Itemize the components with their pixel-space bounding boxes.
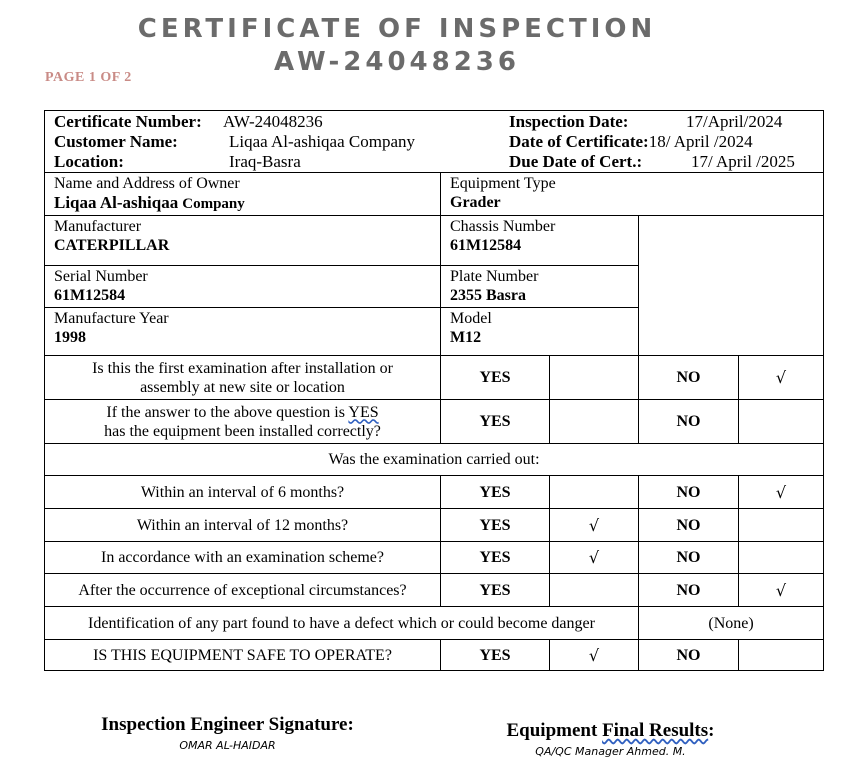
year-label: Manufacture Year — [54, 310, 169, 327]
inspection-table — [44, 110, 824, 671]
manufacturer-row — [45, 216, 824, 266]
defect-question: Identification of any part found to have a defect which or could become danger — [45, 607, 639, 640]
question-installed-line2: has the equipment been installed correctly? — [104, 422, 381, 440]
owner-label: Name and Address of Owner — [54, 175, 240, 192]
certificate-date-label: Date of Certificate: — [509, 131, 649, 151]
manufacturer-cell — [45, 216, 441, 266]
defect-value: (None) — [639, 607, 824, 640]
question-installed — [45, 400, 441, 444]
year-cell — [45, 308, 441, 356]
no-label: NO — [639, 476, 739, 509]
question-12-months: Within an interval of 12 months? — [45, 509, 441, 542]
engineer-signature-title: Inspection Engineer Signature: — [101, 714, 354, 735]
exam-section-row — [45, 444, 824, 476]
no-checkbox[interactable]: √ — [739, 574, 824, 607]
yes-label: YES — [441, 476, 550, 509]
header-row — [45, 111, 824, 173]
certificate-title: CERTIFICATE OF INSPECTION — [137, 14, 657, 44]
equipment-type-cell — [441, 173, 824, 216]
no-checkbox[interactable]: √ — [739, 356, 824, 400]
model-label: Model — [450, 310, 492, 327]
due-date-value: 17/ April /2025 — [691, 151, 795, 171]
no-label: NO — [639, 509, 739, 542]
location-label: Location: — [54, 151, 124, 171]
question-first-exam — [45, 356, 441, 400]
no-checkbox[interactable] — [739, 400, 824, 444]
owner-suffix: Company — [182, 196, 245, 212]
customer-value: Liqaa Al-ashiqaa Company — [229, 131, 416, 151]
yes-label: YES — [441, 356, 550, 400]
equipment-type-value: Grader — [450, 194, 501, 211]
question-installed-yes-word: YES — [348, 403, 379, 421]
owner-row — [45, 173, 824, 216]
page-number: PAGE 1 OF 2 — [45, 70, 132, 85]
plate-value: 2355 Basra — [450, 287, 526, 304]
equipment-type-label: Equipment Type — [450, 175, 556, 192]
inspection-date-label: Inspection Date: — [509, 111, 629, 131]
cert-number-label: Certificate Number: — [54, 111, 202, 131]
plate-cell — [441, 266, 639, 308]
model-value: M12 — [450, 329, 482, 346]
yes-checkbox[interactable] — [550, 356, 639, 400]
question-exceptional: After the occurrence of exceptional circumstances? — [45, 574, 441, 607]
yes-label: YES — [441, 509, 550, 542]
serial-value: 61M12584 — [54, 287, 126, 304]
question-row-12-months — [45, 509, 824, 542]
question-row-installed — [45, 400, 824, 444]
question-installed-line1: If the answer to the above question is — [106, 403, 345, 421]
manufacturer-value: CATERPILLAR — [54, 237, 170, 254]
certificate-id-title: AW-24048236 — [274, 47, 520, 77]
no-label: NO — [639, 400, 739, 444]
no-checkbox[interactable] — [739, 640, 824, 671]
model-cell — [441, 308, 639, 356]
no-checkbox[interactable] — [739, 509, 824, 542]
no-label: NO — [639, 542, 739, 574]
question-first-exam-line2: assembly at new site or location — [140, 378, 345, 396]
engineer-signature-block — [80, 714, 375, 752]
question-first-exam-line1: Is this the first examination after installation or — [92, 359, 393, 377]
chassis-label: Chassis Number — [450, 218, 556, 235]
chassis-cell — [441, 216, 639, 266]
manufacturer-label: Manufacturer — [54, 218, 142, 235]
owner-cell — [45, 173, 441, 216]
yes-checkbox[interactable]: √ — [550, 509, 639, 542]
plate-label: Plate Number — [450, 268, 539, 285]
safe-row — [45, 640, 824, 671]
certificate-date-value: 18/ April /2024 — [648, 131, 753, 151]
yes-checkbox[interactable]: √ — [550, 640, 639, 671]
final-results-title-prefix: Equipment — [506, 720, 598, 741]
yes-checkbox[interactable] — [550, 400, 639, 444]
yes-checkbox[interactable] — [550, 574, 639, 607]
question-exam-scheme: In accordance with an examination scheme? — [45, 542, 441, 574]
serial-cell — [45, 266, 441, 308]
no-label: NO — [639, 356, 739, 400]
final-results-title-word: Final Results — [602, 720, 709, 741]
no-checkbox[interactable] — [739, 542, 824, 574]
question-row-first-exam — [45, 356, 824, 400]
yes-label: YES — [441, 400, 550, 444]
blank-photo-cell — [639, 216, 824, 356]
question-row-6-months — [45, 476, 824, 509]
chassis-value: 61M12584 — [450, 237, 522, 254]
final-results-title-colon: : — [708, 720, 715, 741]
exam-section-header: Was the examination carried out: — [45, 444, 824, 476]
yes-checkbox[interactable]: √ — [550, 542, 639, 574]
location-value: Iraq-Basra — [229, 151, 301, 171]
safe-question: IS THIS EQUIPMENT SAFE TO OPERATE? — [45, 640, 441, 671]
no-label: NO — [639, 640, 739, 671]
cert-number-value: AW-24048236 — [223, 111, 323, 131]
question-6-months: Within an interval of 6 months? — [45, 476, 441, 509]
question-row-exceptional — [45, 574, 824, 607]
question-row-exam-scheme — [45, 542, 824, 574]
owner-value: Liqaa Al-ashiqaa — [54, 193, 179, 212]
yes-checkbox[interactable] — [550, 476, 639, 509]
due-date-label: Due Date of Cert.: — [509, 151, 643, 171]
serial-label: Serial Number — [54, 268, 148, 285]
final-results-block — [488, 720, 733, 758]
no-checkbox[interactable]: √ — [739, 476, 824, 509]
year-value: 1998 — [54, 329, 86, 346]
yes-label: YES — [441, 640, 550, 671]
yes-label: YES — [441, 574, 550, 607]
final-results-name: QA/QC Manager Ahmed. M. — [535, 745, 686, 758]
inspection-date-value: 17/April/2024 — [686, 111, 783, 131]
no-label: NO — [639, 574, 739, 607]
engineer-signature-name: OMAR AL-HAIDAR — [179, 739, 276, 752]
yes-label: YES — [441, 542, 550, 574]
customer-label: Customer Name: — [54, 131, 178, 151]
defect-row — [45, 607, 824, 640]
